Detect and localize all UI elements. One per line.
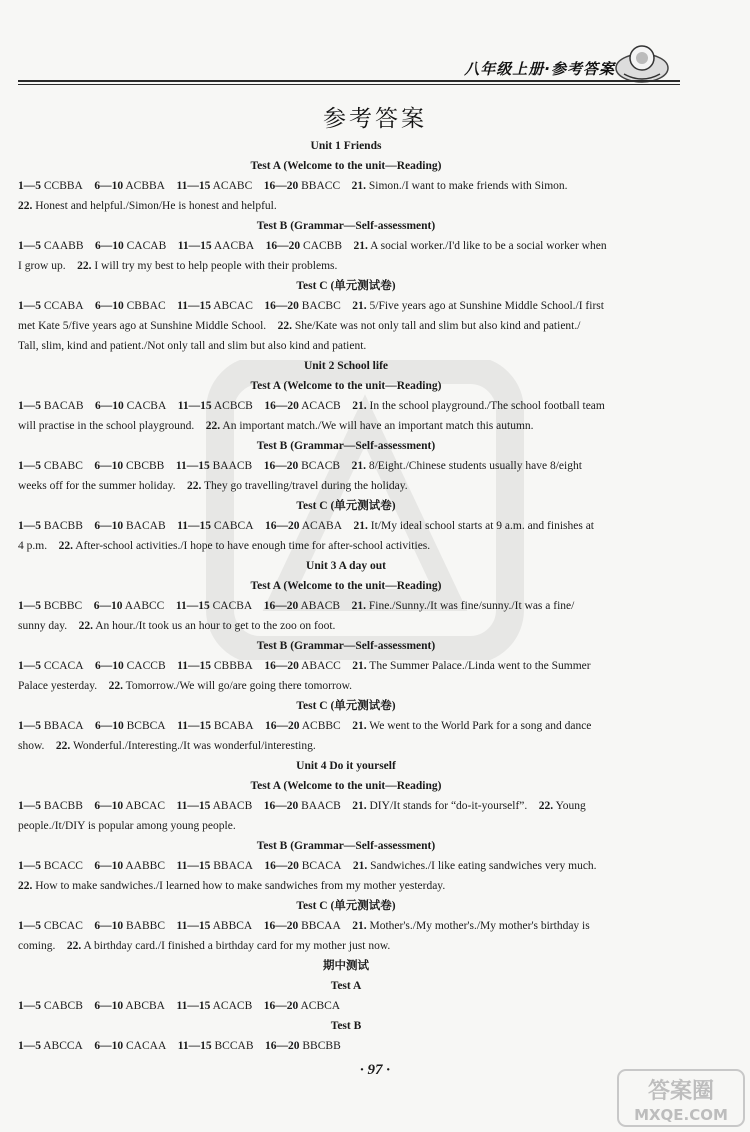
test-heading: Test C (单元测试卷) — [296, 500, 396, 512]
answer-line: 1—5 ABCCA 6—10 CACAA 11—15 BCCAB 16—20 BBCBB — [18, 1040, 341, 1052]
unit-heading: Unit 3 A day out — [306, 560, 386, 572]
test-heading: Test B (Grammar—Self-assessment) — [256, 440, 436, 452]
header-title: 八年级上册·参考答案 — [464, 60, 615, 78]
test-heading: Test C (单元测试卷) — [296, 700, 396, 712]
unit-heading: Unit 4 Do it yourself — [296, 760, 396, 772]
answer-line: met Kate 5/five years ago at Sunshine Middle School. 22. She/Kate was not only tall and slim but also kind and patient./ — [18, 320, 581, 332]
answer-line: 1—5 BBACA 6—10 BCBCA 11—15 BCABA 16—20 ACBBC 21. We went to the World Park for a song and dance — [18, 720, 592, 732]
svg-text:MXQE.COM: MXQE.COM — [634, 1106, 728, 1124]
answer-line: 1—5 CCBBA 6—10 ACBBA 11—15 ACABC 16—20 BBACC 21. Simon./I want to make friends with Simon. — [18, 180, 568, 192]
test-heading: Test C (单元测试卷) — [296, 900, 396, 912]
answer-line: 1—5 CABCB 6—10 ABCBA 11—15 ACACB 16—20 ACBCA — [18, 1000, 341, 1012]
answer-line: show. 22. Wonderful./Interesting./It was wonderful/interesting. — [18, 740, 316, 752]
test-heading: Test A — [330, 980, 362, 992]
answer-line: will practise in the school playground. 22. An important match./We will have an important match this autumn. — [18, 420, 534, 432]
answer-line: sunny day. 22. An hour./It took us an hour to get to the zoo on foot. — [18, 620, 336, 632]
test-heading: Test B (Grammar—Self-assessment) — [256, 640, 436, 652]
book-logo-icon — [612, 38, 672, 86]
answer-line: 1—5 CBABC 6—10 CBCBB 11—15 BAACB 16—20 BCACB 21. 8/Eight./Chinese students usually have 8/eight — [18, 460, 582, 472]
answer-line: people./It/DIY is popular among young people. — [18, 820, 236, 832]
site-watermark-logo — [616, 1068, 746, 1128]
page-title: 参考答案 — [323, 106, 427, 132]
answer-line: 1—5 BACBB 6—10 BACAB 11—15 CABCA 16—20 ACABA 21. It/My ideal school starts at 9 a.m. and finishes at — [18, 520, 594, 532]
answer-line: 1—5 CAABB 6—10 CACAB 11—15 AACBA 16—20 CACBB 21. A social worker./I'd like to be a social worker when — [18, 240, 607, 252]
test-heading: Test A (Welcome to the unit—Reading) — [250, 780, 442, 792]
answer-line: 22. How to make sandwiches./I learned how to make sandwiches from my mother yesterday. — [18, 880, 446, 892]
answer-line: 1—5 CCABA 6—10 CBBAC 11—15 ABCAC 16—20 BACBC 21. 5/Five years ago at Sunshine Middle School./I first — [18, 300, 604, 312]
answer-line: 1—5 BACAB 6—10 CACBA 11—15 ACBCB 16—20 ACACB 21. In the school playground./The school football team — [18, 400, 605, 412]
answer-line: 1—5 BACBB 6—10 ABCAC 11—15 ABACB 16—20 BAACB 21. DIY/It stands for “do-it-yourself”. 22. Young — [18, 800, 586, 812]
answer-line: 1—5 BCBBC 6—10 AABCC 11—15 CACBA 16—20 ABACB 21. Fine./Sunny./It was fine/sunny./It was a fine/ — [18, 600, 575, 612]
page-number: · 97 · — [360, 1062, 390, 1078]
answer-line: 1—5 CBCAC 6—10 BABBC 11—15 ABBCA 16—20 BBCAA 21. Mother's./My mother's./My mother's birthday is — [18, 920, 590, 932]
answer-line: weeks off for the summer holiday. 22. They go travelling/travel during the holiday. — [18, 480, 408, 492]
answer-line: 1—5 CCACA 6—10 CACCB 11—15 CBBBA 16—20 ABACC 21. The Summer Palace./Linda went to the Summer — [18, 660, 591, 672]
answer-content — [18, 136, 674, 1056]
test-heading: Test B (Grammar—Self-assessment) — [256, 220, 436, 232]
test-heading: Test B (Grammar—Self-assessment) — [256, 840, 436, 852]
answer-line: Tall, slim, kind and patient./Not only tall and slim but also kind and patient. — [18, 340, 367, 352]
answer-line: 22. Honest and helpful./Simon/He is honest and helpful. — [18, 200, 277, 212]
svg-text:答案圈: 答案圈 — [647, 1079, 715, 1104]
test-heading: Test B — [330, 1020, 362, 1032]
unit-heading: Unit 1 Friends — [310, 140, 382, 152]
answer-line: 4 p.m. 22. After-school activities./I hope to have enough time for after-school activities. — [18, 540, 431, 552]
header-rule — [18, 80, 680, 82]
unit-heading: Unit 2 School life — [303, 360, 388, 372]
answer-line: I grow up. 22. I will try my best to help people with their problems. — [18, 260, 338, 272]
test-heading: Test A (Welcome to the unit—Reading) — [250, 380, 442, 392]
answer-line: Palace yesterday. 22. Tomorrow./We will go/are going there tomorrow. — [18, 680, 353, 692]
test-heading: Test C (单元测试卷) — [296, 280, 396, 292]
answer-line: 1—5 BCACC 6—10 AABBC 11—15 BBACA 16—20 BCACA 21. Sandwiches./I like eating sandwiches very much. — [18, 860, 597, 872]
answer-line: coming. 22. A birthday card./I finished a birthday card for my mother just now. — [18, 940, 391, 952]
test-heading: Test A (Welcome to the unit—Reading) — [250, 580, 442, 592]
header-rule-thin — [18, 84, 680, 85]
test-heading: Test A (Welcome to the unit—Reading) — [250, 160, 442, 172]
unit-heading: 期中测试 — [323, 960, 369, 972]
